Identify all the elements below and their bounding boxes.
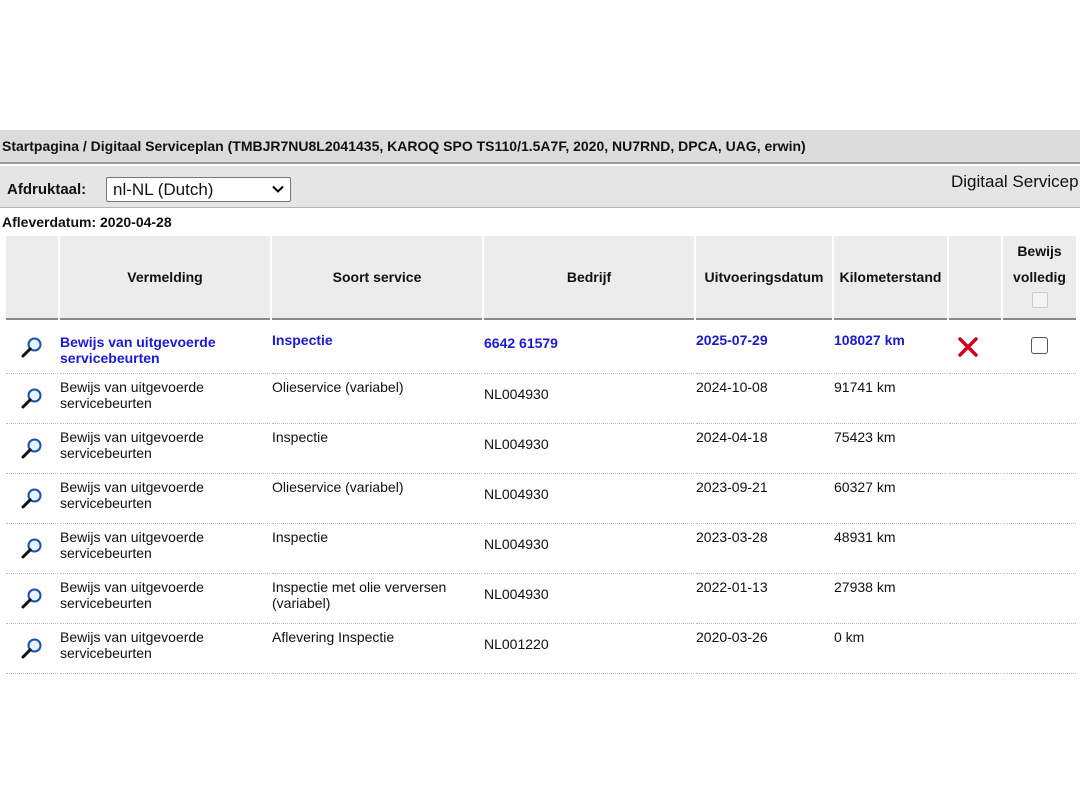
- cell-vermelding[interactable]: Bewijs van uitgevoerde servicebeurten: [60, 320, 270, 374]
- cell-bedrijf: NL004930: [484, 524, 694, 574]
- cell-delete: [949, 574, 1001, 624]
- cell-vermelding: Bewijs van uitgevoerde servicebeurten: [60, 424, 270, 474]
- cell-delete: [949, 474, 1001, 524]
- table-row[interactable]: [6, 624, 1076, 674]
- chevron-down-icon: [271, 182, 285, 196]
- cell-bewijs-volledig: [1003, 624, 1076, 674]
- magnifier-icon[interactable]: [20, 486, 44, 510]
- magnifier-icon[interactable]: [20, 335, 44, 359]
- header-bewijs-line1: Bewijs: [1017, 243, 1062, 259]
- cell-km: 27938 km: [834, 574, 947, 624]
- cell-bewijs-volledig: [1003, 474, 1076, 524]
- table-row[interactable]: [6, 374, 1076, 424]
- table-row[interactable]: [6, 424, 1076, 474]
- select-all-checkbox[interactable]: [1032, 292, 1048, 308]
- table-row[interactable]: [6, 524, 1076, 574]
- header-bedrijf[interactable]: Bedrijf: [484, 236, 694, 320]
- cell-datum[interactable]: 2025-07-29: [696, 320, 832, 374]
- cell-vermelding: Bewijs van uitgevoerde servicebeurten: [60, 574, 270, 624]
- cell-datum: 2024-10-08: [696, 374, 832, 424]
- cell-soort-service: Inspectie: [272, 524, 482, 574]
- cell-bewijs-volledig: [1003, 524, 1076, 574]
- magnifier-icon[interactable]: [20, 636, 44, 660]
- cell-vermelding: Bewijs van uitgevoerde servicebeurten: [60, 524, 270, 574]
- cell-km[interactable]: 108027 km: [834, 320, 947, 374]
- cell-bedrijf: NL004930: [484, 474, 694, 524]
- cell-km: 0 km: [834, 624, 947, 674]
- cell-delete: [949, 424, 1001, 474]
- cell-km: 60327 km: [834, 474, 947, 524]
- cell-delete: [949, 320, 1001, 374]
- header-soort-service[interactable]: Soort service: [272, 236, 482, 320]
- header-delete: [949, 236, 1001, 320]
- header-uitvoeringsdatum[interactable]: Uitvoeringsdatum: [696, 236, 832, 320]
- table-header-row: [6, 236, 1076, 320]
- delivery-date: Afleverdatum: 2020-04-28: [2, 214, 172, 230]
- cell-delete: [949, 374, 1001, 424]
- cell-bedrijf: NL004930: [484, 374, 694, 424]
- cell-soort-service: Olieservice (variabel): [272, 474, 482, 524]
- cell-datum: 2020-03-26: [696, 624, 832, 674]
- cell-datum: 2022-01-13: [696, 574, 832, 624]
- breadcrumb-bar: [0, 130, 1080, 164]
- cell-bedrijf[interactable]: 6642 61579: [484, 320, 694, 374]
- magnifier-icon[interactable]: [20, 536, 44, 560]
- table-row[interactable]: [6, 474, 1076, 524]
- print-language-select[interactable]: [106, 177, 291, 202]
- header-vermelding[interactable]: Vermelding: [60, 236, 270, 320]
- breadcrumb[interactable]: Startpagina / Digitaal Serviceplan (TMBJR7NU8L2041435, KAROQ SPO TS110/1.5A7F, 2020, NU7RND, DPCA, UAG, erwin): [2, 138, 806, 154]
- cell-datum: 2023-03-28: [696, 524, 832, 574]
- cell-soort-service: Aflevering Inspectie: [272, 624, 482, 674]
- header-view: [6, 236, 58, 320]
- magnifier-icon[interactable]: [20, 386, 44, 410]
- magnifier-icon[interactable]: [20, 586, 44, 610]
- header-kilometerstand[interactable]: Kilometerstand: [834, 236, 947, 320]
- cell-bedrijf: NL004930: [484, 424, 694, 474]
- table-row[interactable]: [6, 574, 1076, 624]
- cell-soort-service: Olieservice (variabel): [272, 374, 482, 424]
- bewijs-volledig-checkbox[interactable]: [1031, 337, 1048, 354]
- print-language-bar: [0, 166, 1080, 208]
- service-history-table: [4, 236, 1078, 674]
- cell-km: 48931 km: [834, 524, 947, 574]
- cell-vermelding: Bewijs van uitgevoerde servicebeurten: [60, 374, 270, 424]
- magnifier-icon[interactable]: [20, 436, 44, 460]
- table-row[interactable]: [6, 320, 1076, 374]
- header-bewijs-line2: volledig: [1013, 269, 1066, 285]
- cell-vermelding: Bewijs van uitgevoerde servicebeurten: [60, 624, 270, 674]
- cell-bedrijf: NL004930: [484, 574, 694, 624]
- cell-km: 91741 km: [834, 374, 947, 424]
- cell-bewijs-volledig: [1003, 374, 1076, 424]
- cell-soort-service: Inspectie: [272, 424, 482, 474]
- print-language-label: Afdruktaal:: [7, 181, 87, 198]
- page-title: Digitaal Servicep: [951, 172, 1079, 191]
- delete-x-icon[interactable]: [957, 337, 979, 357]
- cell-vermelding: Bewijs van uitgevoerde servicebeurten: [60, 474, 270, 524]
- cell-datum: 2024-04-18: [696, 424, 832, 474]
- print-language-value: nl-NL (Dutch): [113, 180, 214, 199]
- cell-delete: [949, 624, 1001, 674]
- cell-soort-service[interactable]: Inspectie: [272, 320, 482, 374]
- cell-bewijs-volledig: [1003, 574, 1076, 624]
- header-bewijs-volledig: [1003, 236, 1076, 320]
- cell-bewijs-volledig: [1003, 424, 1076, 474]
- cell-bedrijf: NL001220: [484, 624, 694, 674]
- cell-datum: 2023-09-21: [696, 474, 832, 524]
- cell-soort-service: Inspectie met olie verversen (variabel): [272, 574, 482, 624]
- cell-delete: [949, 524, 1001, 574]
- cell-bewijs-volledig: [1003, 320, 1076, 374]
- cell-km: 75423 km: [834, 424, 947, 474]
